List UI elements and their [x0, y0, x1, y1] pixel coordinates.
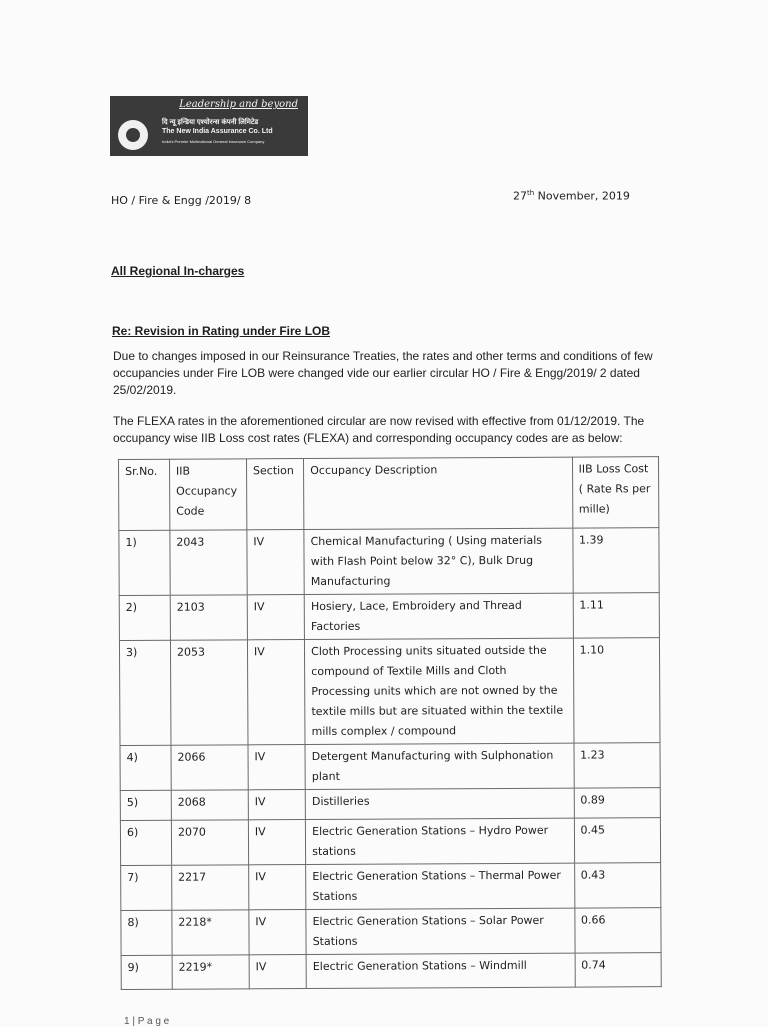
- cell-occupancy-code: 2043: [170, 530, 247, 595]
- cell-sr-no: 7): [121, 865, 172, 910]
- header-occupancy-code: IIB Occupancy Code: [169, 459, 246, 530]
- cell-occupancy-description: Hosiery, Lace, Embroidery and Thread Factories: [304, 593, 573, 639]
- cell-occupancy-description: Distilleries: [305, 788, 574, 819]
- emblem-icon: [118, 120, 148, 150]
- table-body: [119, 528, 661, 990]
- cell-occupancy-code: 2053: [170, 640, 248, 745]
- header-section: Section: [246, 459, 304, 530]
- cell-sr-no: 6): [120, 820, 171, 865]
- header-occupancy-description: Occupancy Description: [304, 457, 573, 529]
- cell-loss-cost-rate: 1.11: [573, 593, 660, 638]
- cell-occupancy-description: Chemical Manufacturing ( Using materials with Flash Point below 32° C), Bulk Drug Manufacturing: [304, 528, 573, 594]
- cell-section: IV: [248, 790, 305, 820]
- cell-occupancy-code: 2070: [171, 820, 248, 865]
- cell-occupancy-description: Detergent Manufacturing with Sulphonation plant: [305, 743, 574, 789]
- date-day: 27: [513, 189, 527, 203]
- cell-sr-no: 2): [119, 595, 170, 640]
- cell-section: IV: [249, 910, 306, 955]
- cell-occupancy-description: Cloth Processing units situated outside the compound of Textile Mills and Cloth Processing units which are not owned by the textile mills but are situated within the textile mills complex / compound: [305, 638, 574, 744]
- cell-loss-cost-rate: 1.10: [573, 638, 660, 743]
- table-row: [120, 818, 660, 866]
- body-paragraph-2: The FLEXA rates in the aforementioned circular are now revised with effective from 01/12/2019. The occupancy wise IIB Loss cost rates (FLEXA) and corresponding occupancy codes are as below:: [113, 414, 645, 445]
- cell-loss-cost-rate: 1.39: [572, 528, 659, 593]
- cell-section: IV: [248, 820, 305, 865]
- subject-line: Re: Revision in Rating under Fire LOB: [112, 324, 331, 338]
- body-paragraph-1: Due to changes imposed in our Reinsurance Treaties, the rates and other terms and conditions of few occupancies under Fire LOB were changed vide our earlier circular HO / Fire & Engg/2019/ 2 dated 25/02/2019.: [113, 349, 653, 397]
- table-row: [120, 743, 660, 791]
- table-row: [119, 528, 659, 596]
- addressee: All Regional In-charges: [111, 264, 245, 278]
- cell-occupancy-code: 2066: [171, 745, 248, 790]
- cell-sr-no: 9): [121, 955, 172, 989]
- cell-sr-no: 4): [120, 745, 171, 790]
- table-row: [119, 638, 660, 746]
- cell-occupancy-code: 2218*: [172, 910, 249, 955]
- cell-loss-cost-rate: 0.89: [574, 788, 661, 818]
- logo-subtitle: India's Premier Multinational General Insurance Company: [162, 139, 265, 144]
- table-row: [121, 908, 661, 956]
- rates-table: [118, 456, 662, 990]
- reference-number: HO / Fire & Engg /2019/ 8: [111, 194, 252, 207]
- table-row: [120, 788, 660, 821]
- logo-hindi-name: दि न्यू इन्डिया एश्योरन्स कंपनी लिमिटेड: [162, 119, 259, 126]
- cell-occupancy-code: 2068: [171, 790, 248, 820]
- cell-section: IV: [249, 865, 306, 910]
- cell-sr-no: 8): [121, 910, 172, 955]
- table-row: [119, 593, 659, 641]
- cell-sr-no: 5): [120, 790, 171, 820]
- cell-section: IV: [247, 595, 304, 640]
- cell-loss-cost-rate: 0.74: [575, 953, 662, 987]
- header-loss-cost-rate: IIB Loss Cost ( Rate Rs per mille): [572, 457, 659, 528]
- table-header-row: [119, 457, 659, 531]
- cell-loss-cost-rate: 1.23: [574, 743, 661, 788]
- cell-loss-cost-rate: 0.45: [574, 818, 661, 863]
- cell-section: IV: [249, 955, 306, 989]
- letter-date: [513, 189, 630, 203]
- logo-english-name: The New India Assurance Co. Ltd: [162, 128, 273, 135]
- date-rest: November, 2019: [534, 189, 630, 203]
- table-row: [121, 863, 661, 911]
- cell-occupancy-description: Electric Generation Stations – Thermal Power Stations: [306, 863, 575, 909]
- table-row: [121, 953, 661, 990]
- logo-tagline: Leadership and beyond: [179, 99, 298, 110]
- cell-loss-cost-rate: 0.66: [574, 908, 661, 953]
- cell-sr-no: 3): [119, 640, 171, 745]
- cell-occupancy-code: 2103: [170, 595, 247, 640]
- date-suffix: th: [527, 189, 535, 197]
- cell-occupancy-code: 2219*: [172, 955, 249, 989]
- cell-loss-cost-rate: 0.43: [574, 863, 661, 908]
- cell-section: IV: [248, 745, 305, 790]
- cell-section: IV: [247, 530, 305, 595]
- page-footer: 1 | P a g e: [124, 1016, 170, 1027]
- company-logo: [110, 96, 308, 156]
- cell-occupancy-description: Electric Generation Stations – Hydro Power stations: [306, 818, 575, 864]
- cell-occupancy-description: Electric Generation Stations – Windmill: [306, 953, 575, 988]
- cell-occupancy-code: 2217: [172, 865, 249, 910]
- cell-sr-no: 1): [119, 530, 170, 595]
- cell-section: IV: [247, 640, 305, 745]
- cell-occupancy-description: Electric Generation Stations – Solar Power Stations: [306, 908, 575, 954]
- header-sr-no: Sr.No.: [119, 459, 170, 530]
